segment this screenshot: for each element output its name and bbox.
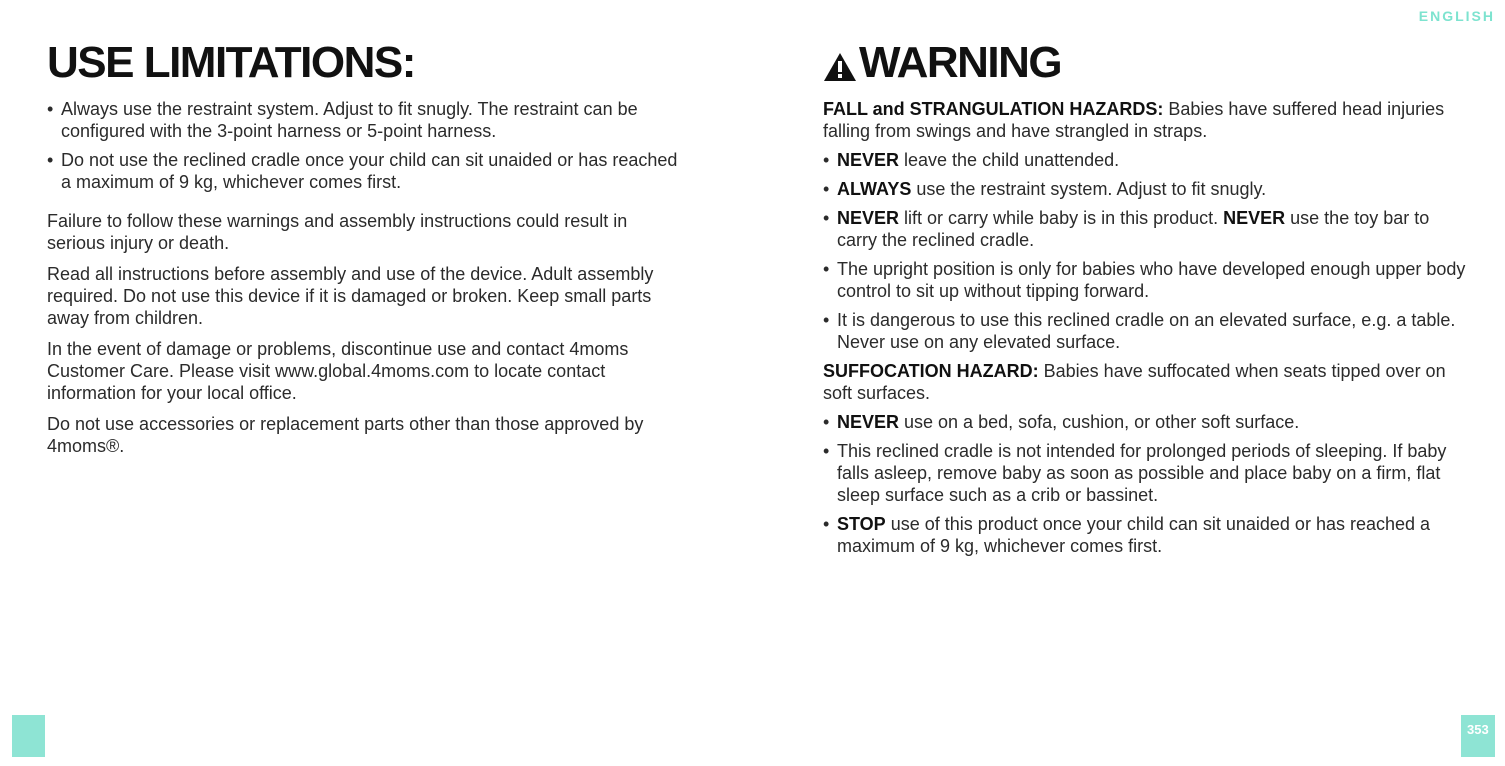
paragraph-instructions: Read all instructions before assembly and use of the device. Adult assembly required. Do not use this device if it is damaged or broken. Keep small parts away from children. xyxy=(47,264,654,328)
list-item: • The upright position is only for babies who have developed enough upper body control to sit up without tipping forward. xyxy=(823,259,1466,301)
fall-hazard-label: FALL and STRANGULATION HAZARDS: xyxy=(823,99,1164,119)
list-item: • Do not use the reclined cradle once your child can sit unaided or has reached a maximum of 9 kg, whichever comes first. xyxy=(47,150,678,192)
list-item: • NEVER lift or carry while baby is in this product. NEVER use the toy bar to carry the reclined cradle. xyxy=(823,208,1430,250)
fall-hazard-paragraph xyxy=(823,98,1473,142)
list-item: • NEVER use on a bed, sofa, cushion, or other soft surface. xyxy=(823,412,1300,432)
list-item-text: leave the child unattended. xyxy=(899,150,1120,170)
use-limitations-title: USE LIMITATIONS: xyxy=(47,38,415,87)
list-item: • ALWAYS use the restraint system. Adjust to fit snugly. xyxy=(823,179,1267,199)
warning-title: WARNING xyxy=(859,38,1062,87)
list-item-text: use on a bed, sofa, cushion, or other soft surface. xyxy=(899,412,1300,432)
list-item: • STOP use of this product once your child can sit unaided or has reached a maximum of 9 kg, whichever comes first. xyxy=(823,514,1431,556)
list-item-bold: STOP xyxy=(837,514,886,534)
list-item-bold: NEVER xyxy=(1223,208,1286,228)
list-item-text: This reclined cradle is not intended for prolonged periods of sleeping. If baby falls asleep, remove baby as soon as possible and place baby on a firm, flat sleep surface such as a crib or bassinet. xyxy=(837,441,1447,505)
warning-section xyxy=(823,40,1473,564)
list-item-text: Do not use the reclined cradle once your child can sit unaided or has reached a maximum of 9 kg, whichever comes first. xyxy=(61,150,678,192)
page-number: 353 xyxy=(1467,722,1489,737)
list-item-text: lift or carry while baby is in this product. xyxy=(899,208,1224,228)
list-item-text: Always use the restraint system. Adjust to fit snugly. The restraint can be configured with the 3-point harness or 5-point harness. xyxy=(61,99,638,141)
list-item-bold: NEVER xyxy=(837,208,900,228)
list-item-text: The upright position is only for babies who have developed enough upper body control to sit up without tipping forward. xyxy=(837,259,1466,301)
list-item-bold: NEVER xyxy=(837,412,900,432)
language-label: ENGLISH xyxy=(1418,8,1495,24)
paragraph-accessories: Do not use accessories or replacement parts other than those approved by 4moms®. xyxy=(47,414,644,456)
list-item: • NEVER leave the child unattended. xyxy=(823,150,1120,170)
use-limitations-list xyxy=(47,98,687,193)
list-item-text: use the toy bar to carry the reclined cradle. xyxy=(837,208,1430,250)
suffocation-hazard-text: Babies have suffocated when seats tipped over on soft surfaces. xyxy=(823,361,1446,403)
list-item-bold: ALWAYS xyxy=(837,179,912,199)
list-item-text: It is dangerous to use this reclined cradle on an elevated surface, e.g. a table. Never use on any elevated surface. xyxy=(837,310,1456,352)
paragraph-customer-care: In the event of damage or problems, discontinue use and contact 4moms Customer Care. Please visit www.global.4moms.com to locate contact information for your local office. xyxy=(47,339,629,403)
fall-hazard-list xyxy=(823,149,1473,353)
list-item-text: use the restraint system. Adjust to fit snugly. xyxy=(911,179,1267,199)
list-item: • This reclined cradle is not intended for prolonged periods of sleeping. If baby falls asleep, remove baby as soon as possible and place baby on a firm, flat sleep surface such as a crib or bassinet. xyxy=(823,441,1447,505)
suffocation-hazard-paragraph xyxy=(823,360,1473,404)
list-item: • Always use the restraint system. Adjust to fit snugly. The restraint can be configured with the 3-point harness or 5-point harness. xyxy=(47,99,638,141)
list-item-text: use of this product once your child can sit unaided or has reached a maximum of 9 kg, whichever comes first. xyxy=(837,514,1431,556)
suffocation-hazard-list xyxy=(823,411,1473,557)
fall-hazard-text: Babies have suffered head injuries falling from swings and have strangled in straps. xyxy=(823,99,1445,141)
paragraph-failure: Failure to follow these warnings and assembly instructions could result in serious injury or death. xyxy=(47,211,628,253)
list-item-bold: NEVER xyxy=(837,150,900,170)
warning-triangle-icon xyxy=(823,52,857,82)
page-tab-right xyxy=(1461,715,1495,757)
page-tab-left xyxy=(12,715,45,757)
use-limitations-section xyxy=(47,40,687,466)
warning-heading xyxy=(823,40,1473,86)
suffocation-hazard-label: SUFFOCATION HAZARD: xyxy=(823,361,1039,381)
list-item: • It is dangerous to use this reclined cradle on an elevated surface, e.g. a table. Never use on any elevated surface. xyxy=(823,310,1456,352)
